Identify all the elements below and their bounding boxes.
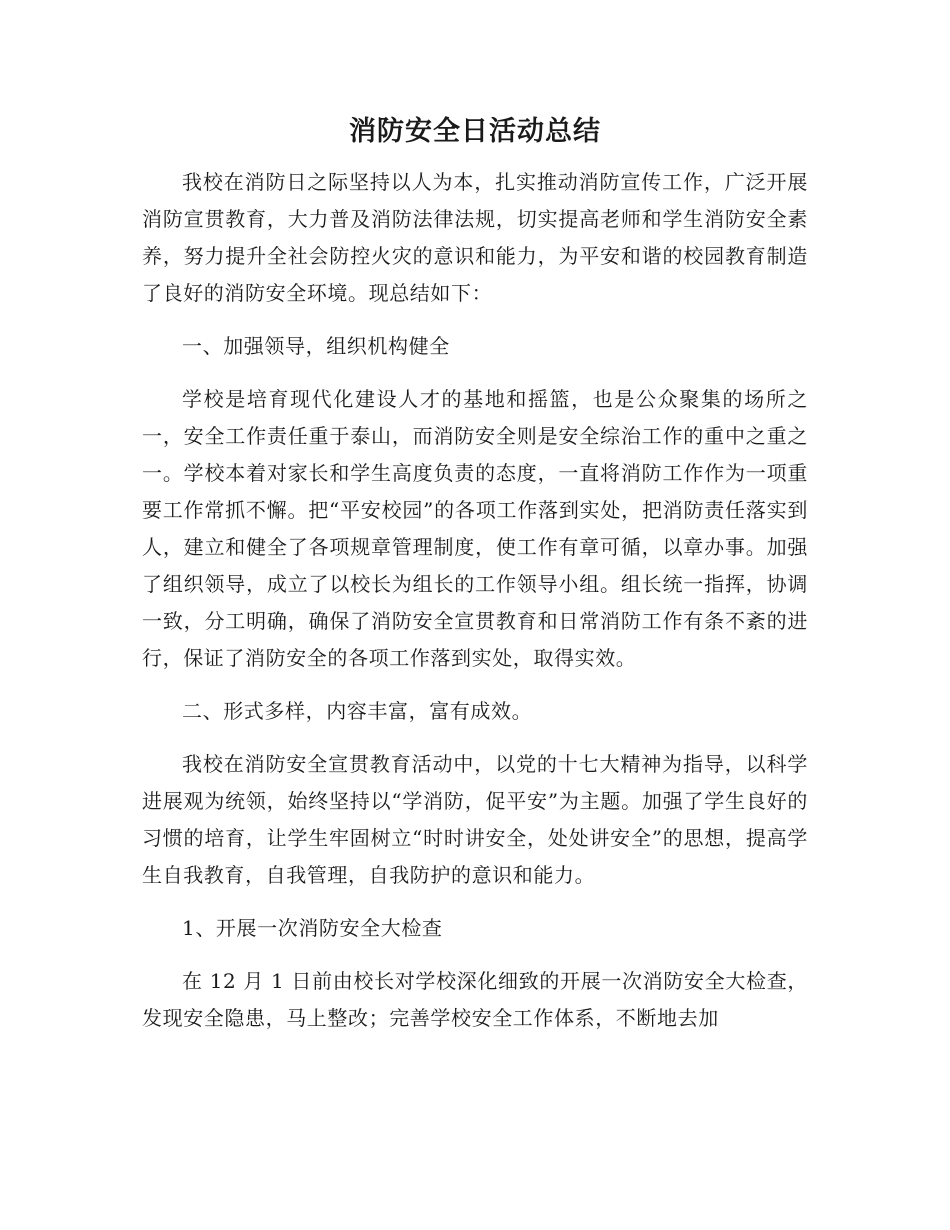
subsection-1-paragraph: 在 12 月 1 日前由校长对学校深化细致的开展一次消防安全大检查，发现安全隐患，马上整改；完善学校安全工作体系，不断地去加 <box>142 969 808 1030</box>
document-body <box>142 164 808 1037</box>
subsection-heading-1: 1、开展一次消防安全大检查 <box>182 916 443 940</box>
section-1-paragraph: 学校是培育现代化建设人才的基地和摇篮，也是公众聚集的场所之一，安全工作责任重于泰山，而消防安全则是安全综治工作的重中之重之一。学校本着对家长和学生高度负责的态度，一直将消防工作作为一项重要工作常抓不懈。把“平安校园”的各项工作落到实处，把消防责任落实到人，建立和健全了各项规章管理制度，使工作有章可循，以章办事。加强了组织领导，成立了以校长为组长的工作领导小组。组长统一指挥，协调一致，分工明确，确保了消防安全宣贯教育和日常消防工作有条不紊的进行，保证了消防安全的各项工作落到实处，取得实效。 <box>142 387 808 670</box>
intro-paragraph: 我校在消防日之际坚持以人为本，扎实推动消防宣传工作，广泛开展消防宣贯教育，大力普及消防法律法规，切实提高老师和学生消防安全素养，努力提升全社会防控火灾的意识和能力，为平安和谐的校园教育制造了良好的消防安全环境。现总结如下： <box>142 170 808 305</box>
section-heading-1: 一、加强领导，组织机构健全 <box>182 334 450 358</box>
section-heading-2: 二、形式多样，内容丰富，富有成效。 <box>182 699 533 723</box>
section-2-paragraph: 我校在消防安全宣贯教育活动中，以党的十七大精神为指导，以科学进展观为统领，始终坚持以“学消防，促平安”为主题。加强了学生良好的习惯的培育，让学生牢固树立“时时讲安全，处处讲安全”的思想，提高学生自我教育，自我管理，自我防护的意识和能力。 <box>142 752 808 887</box>
document-title: 消防安全日活动总结 <box>349 116 601 147</box>
